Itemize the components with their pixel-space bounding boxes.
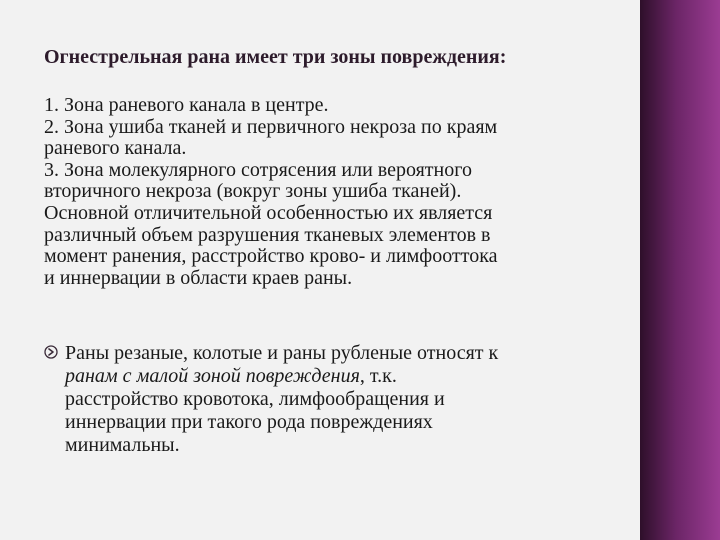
- zone-line: 3. Зона молекулярного сотрясения или вероятного: [44, 158, 472, 181]
- zone-line: различный объем разрушения тканевых элементов в: [44, 223, 491, 246]
- bullet-suffix: , т.к.: [359, 365, 397, 387]
- circled-arrow-bullet-icon: [44, 345, 58, 359]
- zone-line: 1. Зона раневого канала в центре.: [44, 94, 329, 116]
- bullet-line: иннервации при такого рода повреждениях: [65, 411, 433, 433]
- zone-line: момент ранения, расстройство крово- и лимфооттока: [44, 245, 498, 268]
- zone-line: раневого канала.: [44, 137, 187, 160]
- bullet-line: Раны резаные, колотые и раны рубленые относят к: [65, 342, 499, 364]
- bullet-italic-phrase: ранам с малой зоной повреждения: [65, 365, 360, 387]
- bullet-line: [65, 365, 605, 388]
- bullet-text: [65, 342, 605, 457]
- zones-list: [44, 95, 614, 289]
- bullet-line: расстройство кровотока, лимфообращения и: [65, 388, 445, 410]
- bullet-line: минимальны.: [65, 434, 180, 456]
- zone-line: и иннервации в области краев раны.: [44, 266, 353, 289]
- decorative-side-panel: [640, 0, 720, 540]
- zone-line: вторичного некроза (вокруг зоны ушиба тканей).: [44, 180, 462, 203]
- zone-line: Основной отличительной особенностью их является: [44, 201, 493, 224]
- slide-title: Огнестрельная рана имеет три зоны повреждения:: [44, 46, 507, 68]
- zone-line: 2. Зона ушиба тканей и первичного некроза по краям: [44, 115, 498, 138]
